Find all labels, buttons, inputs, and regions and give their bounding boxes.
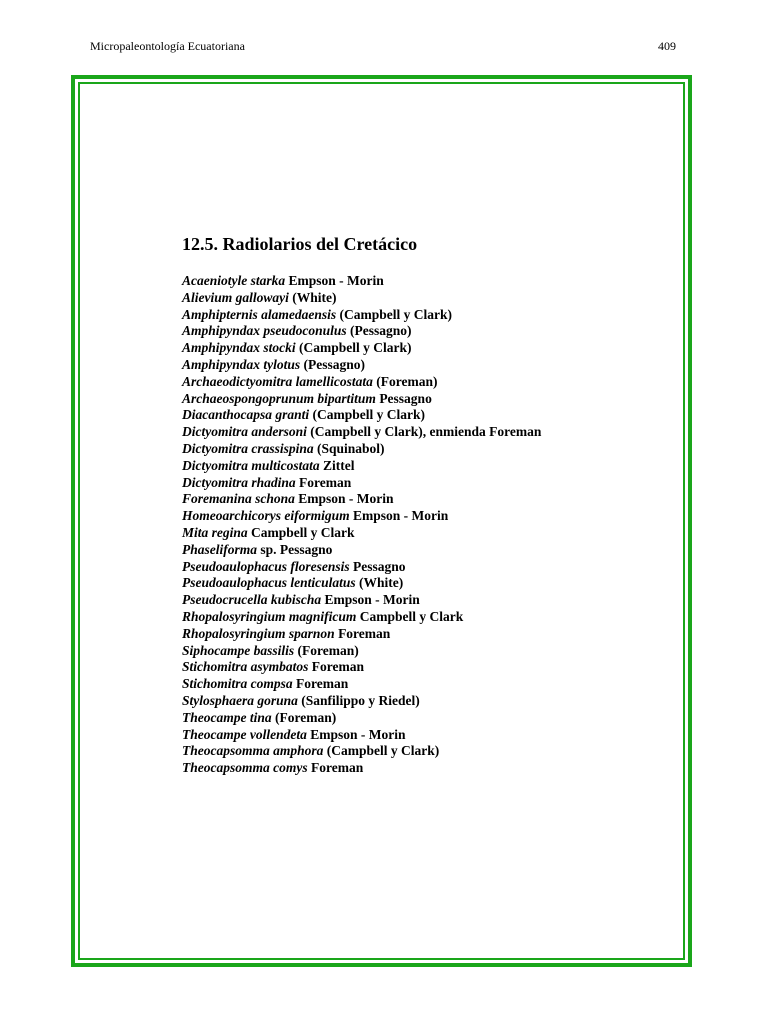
species-author: (White)	[292, 289, 337, 305]
species-item	[182, 525, 541, 542]
species-name: Archaeospongoprunum bipartitum	[182, 390, 376, 406]
species-item	[182, 424, 541, 441]
species-item	[182, 391, 541, 408]
species-item	[182, 643, 541, 660]
species-item	[182, 374, 541, 391]
species-item	[182, 575, 541, 592]
species-item	[182, 475, 541, 492]
species-author: (Campbell y Clark)	[326, 743, 440, 759]
species-item	[182, 491, 541, 508]
species-author: (Foreman)	[275, 709, 337, 725]
species-author: Foreman	[296, 676, 349, 692]
species-name: Pseudocrucella kubischa	[182, 592, 322, 608]
species-name: Stichomitra compsa	[182, 676, 293, 692]
species-author: Foreman	[311, 659, 365, 675]
species-name: Dictyomitra andersoni	[182, 424, 307, 440]
species-item	[182, 710, 541, 727]
species-name: Dictyomitra rhadina	[182, 474, 296, 490]
species-item	[182, 659, 541, 676]
species-item	[182, 441, 541, 458]
species-author: (Foreman)	[376, 373, 438, 389]
species-name: Archaeodictyomitra lamellicostata	[182, 373, 373, 389]
species-name: Diacanthocapsa granti	[182, 407, 310, 423]
book-title: Micropaleontología Ecuatoriana	[90, 39, 245, 53]
species-author: (Sanfilippo y Riedel)	[301, 692, 420, 708]
species-name: Rhopalosyringium magnificum	[182, 608, 357, 624]
running-header	[90, 39, 676, 54]
species-author: Empson - Morin	[310, 726, 406, 742]
species-item	[182, 559, 541, 576]
species-author: Empson - Morin	[298, 491, 394, 507]
species-author: Empson - Morin	[353, 508, 449, 524]
species-author: (White)	[359, 575, 404, 591]
species-name: Theocapsomma amphora	[182, 743, 324, 759]
species-author: Pessagno	[353, 558, 406, 574]
species-item	[182, 693, 541, 710]
species-name: Pseudoaulophacus lenticulatus	[182, 575, 356, 591]
species-name: Amphipyndax tylotus	[182, 356, 301, 372]
species-item	[182, 727, 541, 744]
species-name: Amphipyndax pseudoconulus	[182, 323, 347, 339]
species-author: Campbell y Clark	[251, 524, 355, 540]
species-author: Foreman	[338, 625, 391, 641]
species-name: Theocapsomma comys	[182, 760, 308, 776]
species-author: Campbell y Clark	[359, 608, 464, 624]
species-author: (Foreman)	[297, 642, 359, 658]
species-item	[182, 307, 541, 324]
species-name: Homeoarchicorys eiformigum	[182, 508, 350, 524]
species-author: (Campbell y Clark)	[299, 340, 412, 356]
species-name: Dictyomitra multicostata	[182, 457, 320, 473]
species-author: sp. Pessagno	[260, 541, 333, 557]
species-item	[182, 626, 541, 643]
species-item	[182, 609, 541, 626]
species-author: Empson - Morin	[288, 273, 384, 288]
species-item	[182, 542, 541, 559]
species-name: Pseudoaulophacus floresensis	[182, 558, 350, 574]
species-author: (Campbell y Clark), enmienda Foreman	[310, 424, 542, 440]
species-name: Foremanina schona	[182, 491, 295, 507]
section-title: 12.5. Radiolarios del Cretácico	[182, 234, 418, 254]
species-name: Alievium gallowayi	[182, 289, 289, 305]
species-item	[182, 290, 541, 307]
species-author: (Campbell y Clark)	[339, 306, 453, 322]
species-item	[182, 676, 541, 693]
species-item	[182, 357, 541, 374]
species-author: (Campbell y Clark)	[312, 407, 426, 423]
species-author: Foreman	[299, 474, 352, 490]
species-name: Siphocampe bassilis	[182, 642, 295, 658]
species-author: Zittel	[323, 457, 355, 473]
species-name: Mita regina	[182, 524, 248, 540]
species-item	[182, 458, 541, 475]
species-name: Acaeniotyle starka	[182, 273, 286, 288]
species-name: Dictyomitra crassispina	[182, 440, 314, 456]
species-name: Stichomitra asymbatos	[182, 659, 309, 675]
species-name: Theocampe vollendeta	[182, 726, 307, 742]
species-name: Amphipyndax stocki	[182, 340, 296, 356]
species-name: Amphipternis alamedaensis	[182, 306, 337, 322]
species-author: Empson - Morin	[324, 592, 420, 608]
species-item	[182, 743, 541, 760]
species-item	[182, 273, 541, 290]
species-item	[182, 340, 541, 357]
species-item	[182, 407, 541, 424]
species-name: Stylosphaera goruna	[182, 692, 298, 708]
page-number: 409	[658, 39, 676, 53]
species-name: Rhopalosyringium sparnon	[182, 625, 335, 641]
species-author: Pessagno	[379, 390, 432, 406]
species-name: Theocampe tina	[182, 709, 272, 725]
species-author: (Squinabol)	[317, 440, 385, 456]
species-author: (Pessagno)	[303, 356, 366, 372]
species-list	[182, 273, 541, 777]
species-name: Phaseliforma	[182, 541, 258, 557]
species-item	[182, 323, 541, 340]
species-item	[182, 592, 541, 609]
species-item	[182, 508, 541, 525]
species-item	[182, 760, 541, 777]
species-author: Foreman	[310, 760, 364, 776]
species-author: (Pessagno)	[350, 323, 412, 339]
